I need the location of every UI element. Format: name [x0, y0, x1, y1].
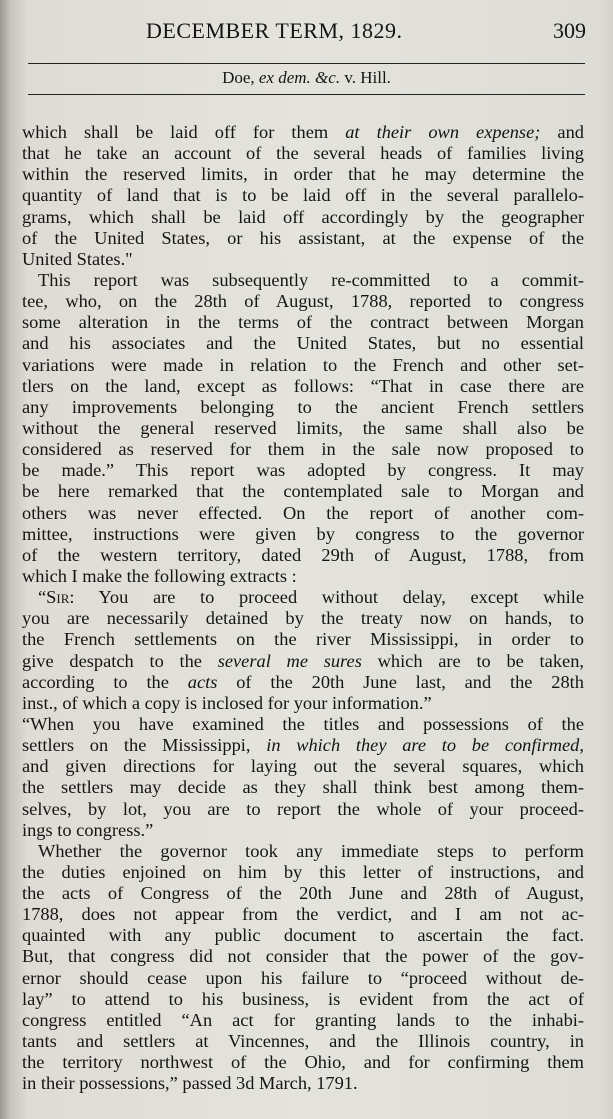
- text-line: without the general reserved limits, the same shall also be: [22, 417, 584, 438]
- text-line: mittee, instructions were given by congress to the governor: [22, 523, 584, 544]
- text-line: lay” to attend to his business, is evident from the act of: [22, 988, 584, 1009]
- italic-phrase: at their own expense;: [345, 122, 541, 142]
- body-text: [22, 122, 584, 1094]
- text-line: tants and settlers at Vincennes, and the Illinois country, in: [22, 1031, 584, 1052]
- header-rule-bottom: [28, 94, 585, 95]
- text-line: “When you have examined the titles and possessions of the: [22, 713, 584, 734]
- text-line: quantity of land that is to be laid off in the several parallelo-: [22, 185, 584, 206]
- text-line: and his associates and the United States, but no essential: [22, 333, 584, 354]
- text-line: the French settlements on the river Mississippi, in order to: [22, 629, 584, 650]
- text-line: tlers on the land, except as follows: “That in case there are: [22, 375, 584, 396]
- case-title-latin: ex dem. &c.: [258, 68, 341, 87]
- text-line: 1788, does not appear from the verdict, and I am not ac-: [22, 904, 584, 925]
- text-line: variations were made in relation to the French and other set-: [22, 354, 584, 375]
- text-line: selves, by lot, you are to report the whole of your proceed-: [22, 798, 584, 819]
- text-line: United States.": [22, 248, 133, 269]
- case-title: [0, 66, 613, 90]
- text-line: you are necessarily detained by the treaty now on hands, to: [22, 608, 584, 629]
- text-line: which shall be laid off for them at their own expense; and: [22, 122, 584, 142]
- italic-phrase: acts: [187, 671, 218, 692]
- text-line: and given directions for laying out the several squares, which: [22, 756, 584, 777]
- page-number: 309: [553, 18, 586, 43]
- case-title-party: Doe,: [222, 68, 255, 87]
- text-line: ernor should cease upon his failure to “proceed without de-: [22, 967, 584, 988]
- text-line: the territory northwest of the Ohio, and for confirming them: [22, 1052, 584, 1073]
- text-line: considered as reserved for them in the sale now proposed to: [22, 439, 584, 460]
- text-line: any improvements belonging to the ancient French settlers: [22, 396, 584, 417]
- case-title-opponent: v. Hill.: [344, 68, 391, 87]
- text-line: quainted with any public document to ascertain the fact.: [22, 925, 584, 946]
- text-line: “Sir: You are to proceed without delay, except while: [38, 587, 584, 608]
- italic-phrase: several me sures: [217, 650, 362, 671]
- running-head: [0, 14, 613, 48]
- text-line: settlers on the Mississippi, in which they are to be confirmed,: [22, 735, 584, 756]
- text-line: that he take an account of the several heads of families living: [22, 143, 584, 164]
- text-line: But, that congress did not consider that the power of the gov-: [22, 946, 584, 967]
- text-line: in their possessions,” passed 3d March, 1791.: [22, 1073, 358, 1094]
- text-line: Whether the governor took any immediate steps to perform: [38, 840, 584, 861]
- small-caps-word: Sir: [46, 587, 70, 608]
- text-line: be here remarked that the contemplated sale to Morgan and: [22, 481, 584, 502]
- header-rule-top: [28, 63, 585, 64]
- italic-phrase: in which they are to be confirmed,: [266, 735, 584, 756]
- text-line: inst., of which a copy is inclosed for your information.”: [22, 692, 432, 713]
- text-line: which I make the following extracts :: [22, 565, 297, 586]
- text-line: the acts of Congress of the 20th June and 28th of August,: [22, 883, 584, 904]
- text-line: congress entitled “An act for granting lands to the inhabi-: [22, 1009, 584, 1030]
- text-line: according to the acts of the 20th June last, and the 28th: [22, 671, 584, 692]
- text-line: of the western territory, dated 29th of August, 1788, from: [22, 544, 584, 565]
- text-line: within the reserved limits, in order that he may determine the: [22, 164, 584, 185]
- text-line: This report was subsequently re-committed to a commit-: [38, 269, 584, 290]
- text-line: others was never effected. On the report of another com-: [22, 502, 584, 523]
- text-line: of the United States, or his assistant, at the expense of the: [22, 227, 584, 248]
- text-line: tee, who, on the 28th of August, 1788, reported to congress: [22, 291, 584, 312]
- text-line: be made.” This report was adopted by congress. It may: [22, 460, 584, 481]
- text-line: the settlers may decide as they shall think best among them-: [22, 777, 584, 798]
- text-line: grams, which shall be laid off accordingly by the geographer: [22, 206, 584, 227]
- text-line: ings to congress.”: [22, 819, 154, 840]
- text-line: the duties enjoined on him by this letter of instructions, and: [22, 861, 584, 882]
- text-line: give despatch to the several me sures which are to be taken,: [22, 650, 584, 671]
- text-line: some alteration in the terms of the contract between Morgan: [22, 312, 584, 333]
- running-title: DECEMBER TERM, 1829.: [146, 18, 403, 43]
